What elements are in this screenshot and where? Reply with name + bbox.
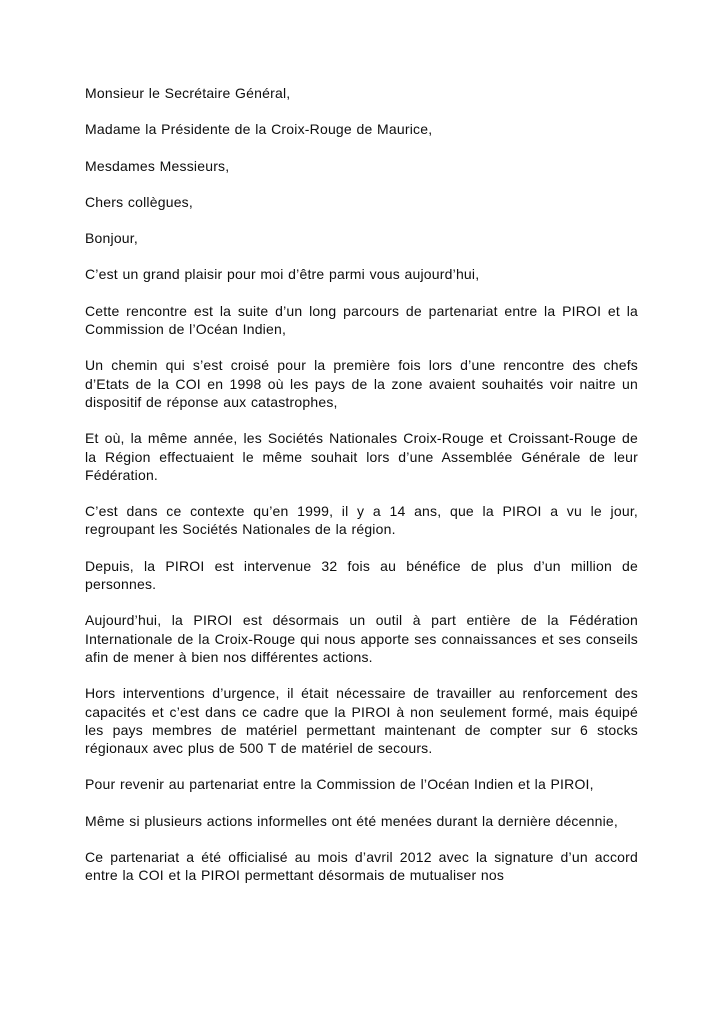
paragraph-salutation-1: Monsieur le Secrétaire Général, xyxy=(85,85,291,101)
paragraph: Même si plusieurs actions informelles ont été menées durant la dernière décennie, xyxy=(85,812,618,829)
paragraph: Aujourd’hui, la PIROI est désormais un outil à part entière de la Fédération Internationale de la Croix-Rouge qui nous apporte ses connaissances et ses conseils afin de mener à bien nos différentes actions. xyxy=(85,612,638,665)
paragraph: Cette rencontre est la suite d’un long parcours de partenariat entre la PIROI et la Commission de l’Océan Indien, xyxy=(85,302,638,338)
paragraph: C’est dans ce contexte qu’en 1999, il y a 14 ans, que la PIROI a vu le jour, regroupant les Sociétés Nationales de la région. xyxy=(85,503,638,538)
paragraph: Hors interventions d’urgence, il était nécessaire de travailler au renforcement des capacités et c’est dans ce cadre que la PIROI à non seulement formé, mais équipé les pays membres de matériel permettant maintenant de compter sur 6 stocks régionaux avec plus de 500 T de matériel de secours. xyxy=(85,685,638,757)
paragraph: Et où, la même année, les Sociétés Nationales Croix-Rouge et Croissant-Rouge de la Région effectuaient le même souhait lors d’une Assemblée Générale de leur Fédération. xyxy=(85,430,638,483)
paragraph-salutation-3: Mesdames Messieurs, xyxy=(85,157,230,174)
paragraph: Pour revenir au partenariat entre la Commission de l’Océan Indien et la PIROI, xyxy=(85,776,594,793)
paragraph: C’est un grand plaisir pour moi d’être parmi vous aujourd’hui, xyxy=(85,266,480,283)
paragraph-salutation-2: Madame la Présidente de la Croix-Rouge de Maurice, xyxy=(85,121,433,138)
paragraph-greeting: Bonjour, xyxy=(85,230,138,247)
paragraph-salutation-4: Chers collègues, xyxy=(85,193,193,210)
paragraph: Un chemin qui s’est croisé pour la première fois lors d’une rencontre des chefs d’Etats de la COI en 1998 où les pays de la zone avaient souhaités voir naitre un dispositif de réponse aux catastrophes, xyxy=(85,357,638,410)
paragraph: Depuis, la PIROI est intervenue 32 fois au bénéfice de plus d’un million de personnes. xyxy=(85,557,638,593)
paragraph: Ce partenariat a été officialisé au mois d’avril 2012 avec la signature d’un accord entre la COI et la PIROI permettant désormais de mutualiser nos xyxy=(85,849,638,884)
